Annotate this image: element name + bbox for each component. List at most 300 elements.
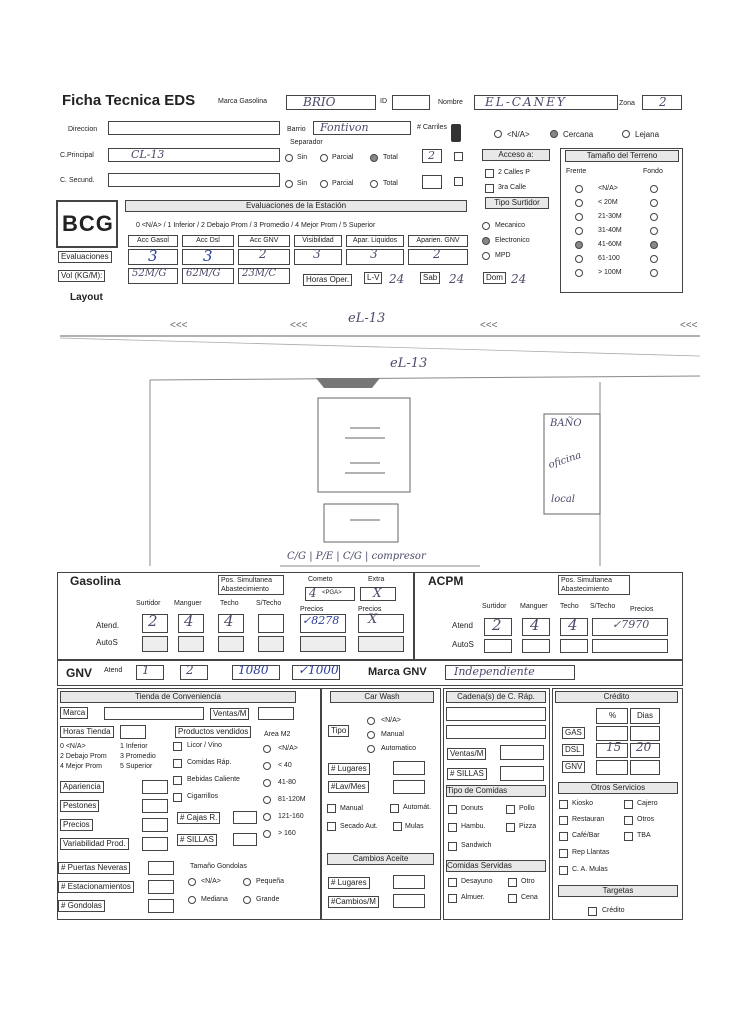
area-label: > 160 [278, 830, 296, 837]
cadena-sillas-field[interactable] [500, 766, 544, 781]
marca-gnv-field[interactable]: Independiente [445, 665, 575, 680]
targetas-header: Targetas [558, 885, 678, 897]
gasolina-atend-cell[interactable] [358, 614, 404, 633]
local-label: local [551, 494, 575, 505]
acceso-header: Acceso a: [482, 149, 550, 161]
producto-check[interactable] [173, 759, 182, 768]
comidas-servidas-header: Comidas Servidas [446, 860, 546, 872]
servicio-label: Cajero [637, 800, 658, 807]
producto-check[interactable] [173, 742, 182, 751]
credito-target-label: Crédito [602, 907, 625, 914]
tienda-eval-field[interactable] [142, 837, 168, 851]
horas-oper-label: Horas Oper. [303, 274, 352, 286]
gnv-value: ✓1000 [298, 663, 339, 677]
cambios-lugares-field[interactable] [393, 875, 425, 889]
servida-check[interactable] [448, 878, 457, 887]
gondola-radio[interactable] [243, 896, 251, 904]
fondo-label: Fondo [643, 168, 663, 175]
fondo-radio[interactable] [650, 199, 658, 207]
traffic-light-icon [451, 124, 461, 142]
area-label: < 40 [278, 762, 292, 769]
credito-target-check[interactable] [588, 907, 597, 916]
servicio-label: Kiosko [572, 800, 594, 807]
servida-check[interactable] [508, 894, 517, 903]
separador-check-1[interactable] [454, 152, 463, 161]
gasolina-col-label: S/Techo [256, 600, 282, 607]
servicio-label: Rep Llantas [572, 849, 610, 856]
gasolina-col-label: Manguer [174, 600, 202, 607]
barrio-label: Barrio [287, 126, 306, 133]
eval-value: 3 [203, 247, 213, 265]
sin-radio-1[interactable] [285, 154, 293, 162]
cprincipal-label: C.Principal [60, 152, 94, 159]
area-radio[interactable] [263, 813, 271, 821]
area-radio[interactable] [263, 779, 271, 787]
fondo-radio[interactable] [650, 185, 658, 193]
barrio-field[interactable]: Fontivon [313, 121, 411, 135]
extra-field[interactable]: X [360, 587, 396, 601]
carwash-lav-label: #Lav/Mes [328, 781, 369, 793]
total-label-2: Total [383, 180, 398, 187]
lv-value: 24 [389, 272, 405, 286]
gasolina-col-label: Precios [358, 606, 382, 613]
gondola-label: Pequeña [256, 878, 285, 885]
cadena-ventas-field[interactable] [500, 745, 544, 760]
tienda-eval-label: Variabilidad Prod. [60, 838, 129, 850]
producto-label: Comidas Ráp. [187, 759, 232, 766]
carwash-secado-label: Secado Aut. [340, 823, 378, 830]
credito-pct-field[interactable] [596, 760, 628, 775]
gondola-label: Grande [256, 896, 280, 903]
tienda-scale-item: 0 <N/A> [60, 743, 86, 750]
fondo-radio[interactable] [650, 241, 658, 249]
area-radio[interactable] [263, 745, 271, 753]
gasolina-atend-value: 4 [184, 612, 194, 630]
tipo-comidas-header: Tipo de Comidas [446, 785, 546, 797]
sab-label: Sab [420, 272, 440, 284]
separador-check-2[interactable] [454, 177, 463, 186]
servicio-label: Otros [637, 816, 655, 823]
cambios-lugares-label: # Lugares [328, 877, 370, 889]
csecund-label: C. Secund. [60, 177, 95, 184]
bano-label: BAÑO [550, 418, 582, 429]
gasolina-autos-cell[interactable] [358, 636, 404, 652]
comida-check[interactable] [448, 823, 457, 832]
tienda-eval-label: Precios [60, 819, 93, 831]
area-label: Area M2 [264, 731, 291, 738]
tienda-marca-label: Marca [60, 707, 88, 719]
svg-text:<<<: <<< [170, 320, 188, 331]
marca-gnv-label: Marca GNV [368, 666, 427, 678]
frente-radio[interactable] [575, 269, 583, 277]
servida-label: Almuer. [461, 894, 485, 901]
servida-check[interactable] [508, 878, 517, 887]
total-radio-2[interactable] [370, 180, 378, 188]
eval-scale: 0 <N/A> / 1 Inferior / 2 Debajo Prom / 3 Promedio / 4 Mejor Prom / 5 Superior [136, 222, 376, 229]
frente-radio[interactable] [575, 241, 583, 249]
cadena-header: Cadena(s) de C. Ráp. [446, 691, 546, 703]
lejana-radio[interactable] [622, 130, 630, 138]
area-radio[interactable] [263, 830, 271, 838]
extra-label: Extra [368, 576, 385, 583]
acpm-atend-value: 4 [530, 616, 540, 634]
acpm-autos-label: AutoS [452, 640, 474, 649]
carwash-header: Car Wash [330, 691, 434, 703]
horas-tienda-label: Horas Tienda [60, 726, 114, 738]
tam-gondolas-label: Tamaño Gondolas [190, 863, 247, 870]
acpm-title: ACPM [428, 574, 464, 588]
eval-value: 3 [313, 247, 321, 261]
acceso-3ra-label: 3ra Calle [498, 184, 527, 191]
eval-value: 2 [259, 247, 267, 261]
svg-text:<<<: <<< [290, 320, 308, 331]
cercana-radio[interactable] [550, 130, 558, 138]
sin-label-2: Sin [297, 180, 308, 187]
gnv-cell[interactable] [136, 665, 164, 680]
na-radio[interactable] [494, 130, 502, 138]
acceso-2calles-label: 2 Calles P [498, 169, 530, 176]
gasolina-title: Gasolina [70, 574, 121, 588]
sillas-label: # SILLAS [177, 834, 217, 846]
gnv-title: GNV [66, 666, 93, 680]
cometo-field[interactable]: 4 <PGA> [305, 587, 355, 601]
sillas-field[interactable] [233, 833, 257, 846]
vol-value: 23M/C [242, 268, 276, 279]
eval-col-header: Aparien. GNV [408, 235, 468, 247]
fondo-radio[interactable] [650, 255, 658, 263]
servicio-check[interactable] [624, 832, 633, 841]
gasolina-autos-cell[interactable] [142, 636, 168, 652]
servicio-check[interactable] [624, 800, 633, 809]
fondo-radio[interactable] [650, 213, 658, 221]
gondola-label: Mediana [201, 896, 228, 903]
terreno-row-label: 41-60M [598, 241, 622, 248]
tienda-scale-item: 1 Inferior [120, 743, 148, 750]
gasolina-pos-label: Pos. Simultanea Abastecimiento [218, 575, 284, 595]
mpd-label: MPD [495, 252, 511, 259]
lejana-label: Lejana [635, 130, 660, 139]
gasolina-precio-1: ✓8278 [302, 614, 340, 627]
terreno-row-label: <N/A> [598, 185, 618, 192]
zona-field[interactable]: 2 [642, 95, 682, 110]
gasolina-autos-cell[interactable] [258, 636, 284, 652]
area-label: 81-120M [278, 796, 306, 803]
tienda-bottom-label: # Puertas Neveras [58, 862, 130, 874]
evaluaciones-label: Evaluaciones [58, 251, 112, 263]
gasolina-autos-cell[interactable] [178, 636, 204, 652]
dsl-dias-value: 20 [636, 740, 652, 754]
electronico-label: Electronico [495, 237, 530, 244]
terreno-row-label: 31-40M [598, 227, 622, 234]
comida-check[interactable] [448, 842, 457, 851]
comida-check[interactable] [506, 823, 515, 832]
credito-row-label: DSL [562, 744, 584, 756]
servicio-check[interactable] [559, 832, 568, 841]
dom-value: 24 [511, 272, 527, 286]
cprincipal-field[interactable]: CL-13 [108, 148, 280, 162]
servicio-label: Restauran [572, 816, 605, 823]
parcial-label-2: Parcial [332, 180, 354, 187]
servida-label: Otro [521, 878, 535, 885]
sin-radio-2[interactable] [285, 180, 293, 188]
gasolina-col-label: Precios [300, 606, 324, 613]
tienda-header: Tienda de Conveniencia [60, 691, 296, 703]
acceso-3ra-check[interactable] [485, 184, 494, 193]
carwash-manual-label: Manual [340, 805, 363, 812]
gasolina-atend-label: Atend. [96, 621, 120, 630]
acpm-col-label: S/Techo [590, 603, 616, 610]
cadena-field-2[interactable] [446, 725, 546, 739]
area-radio[interactable] [263, 796, 271, 804]
servicio-check[interactable] [559, 816, 568, 825]
tienda-scale-item: 2 Debajo Prom [60, 753, 107, 760]
electronico-radio[interactable] [482, 237, 490, 245]
credito-pct-field[interactable] [596, 726, 628, 741]
cambios-m-field[interactable] [393, 894, 425, 908]
comida-label: Pizza [519, 823, 537, 830]
marca-gasolina-label: Marca Gasolina [218, 98, 268, 105]
nombre-label: Nombre [438, 99, 463, 106]
sin-label-1: Sin [297, 154, 308, 161]
tienda-bottom-field[interactable] [148, 880, 174, 894]
fondo-radio[interactable] [650, 269, 658, 277]
terreno-row-label: 21-30M [598, 213, 622, 220]
carwash-radio[interactable] [367, 745, 375, 753]
area-label: <N/A> [278, 745, 298, 752]
servicio-check[interactable] [559, 849, 568, 858]
cajas-field[interactable] [233, 811, 257, 824]
tienda-ventas-field[interactable] [258, 707, 294, 720]
eval-value: 3 [148, 247, 158, 265]
bcg-logo: BCG [56, 200, 118, 248]
credito-dias-head: Dias [630, 708, 660, 724]
otros-servicios-header: Otros Servicios [558, 782, 678, 794]
sab-value: 24 [449, 272, 465, 286]
producto-label: Licor / Vino [187, 742, 222, 749]
tienda-eval-field[interactable] [142, 818, 168, 832]
acpm-atend-value: 4 [568, 616, 578, 634]
eval-col-header: Apar. Liquidos [346, 235, 404, 247]
frente-radio[interactable] [575, 213, 583, 221]
evaluaciones-header: Evaluaciones de la Estación [125, 200, 467, 212]
frente-radio[interactable] [575, 227, 583, 235]
gasolina-autos-cell[interactable] [300, 636, 346, 652]
carwash-opt-label: Manual [381, 731, 404, 738]
id-field[interactable] [392, 95, 430, 110]
tienda-bottom-label: # Estacionamientos [58, 881, 134, 893]
cadena-field-1[interactable] [446, 707, 546, 721]
acpm-pos-label: Pos. Simultanea Abastecimiento [558, 575, 630, 595]
dsl-pct-value: 15 [606, 740, 622, 754]
gnv-value: 2 [186, 663, 194, 677]
area-label: 41-80 [278, 779, 296, 786]
frente-radio[interactable] [575, 255, 583, 263]
gnv-value: 1 [142, 663, 150, 677]
nombre-field[interactable]: EL-CANEY [474, 95, 618, 110]
terreno-header: Tamaño del Terreno [565, 150, 679, 162]
horas-tienda-field[interactable] [120, 725, 146, 739]
area-radio[interactable] [263, 762, 271, 770]
acpm-autos-cell[interactable] [522, 639, 550, 653]
gnv-value: 1080 [238, 663, 269, 677]
cadena-ventas-label: Ventas/M [447, 748, 486, 760]
eval-col-header: Acc GNV [238, 235, 290, 247]
lv-label: L-V [364, 272, 382, 284]
layout-bottom-label: C/G | P/E | C/G | compresor [287, 551, 426, 562]
eval-value: 3 [370, 247, 378, 261]
csecund-field[interactable] [108, 173, 280, 187]
tipo-surtidor-header: Tipo Surtidor [485, 197, 549, 209]
direccion-field[interactable] [108, 121, 280, 135]
servicio-check[interactable] [624, 816, 633, 825]
cambios-aceite-header: Cambios Aceite [327, 853, 434, 865]
tienda-bottom-field[interactable] [148, 861, 174, 875]
frente-radio[interactable] [575, 185, 583, 193]
marca-gasolina-field[interactable]: BRIO [286, 95, 376, 110]
credito-dias-field[interactable] [630, 726, 660, 741]
street-label-bottom: eL-13 [390, 356, 428, 371]
tienda-eval-label: Pestones [60, 800, 99, 812]
frente-label: Frente [566, 168, 587, 175]
carriles-label: # Carriles [417, 124, 447, 131]
tienda-bottom-field[interactable] [148, 899, 174, 913]
comida-label: Hambu. [461, 823, 486, 830]
comida-label: Sandwich [461, 842, 492, 849]
acpm-precio: ✓7970 [612, 618, 650, 631]
parcial-radio-2[interactable] [320, 180, 328, 188]
carwash-lugares-field[interactable] [393, 761, 425, 775]
cajas-label: # Cajas R. [177, 812, 220, 824]
carwash-opt-label: <N/A> [381, 717, 401, 724]
comida-check[interactable] [448, 805, 457, 814]
tienda-marca-field[interactable] [104, 707, 204, 720]
acpm-autos-cell[interactable] [484, 639, 512, 653]
carwash-automat-check[interactable] [390, 804, 399, 813]
cadena-sillas-label: # SILLAS [447, 768, 487, 780]
cambios-m-label: #Cambios/M [328, 896, 379, 908]
id-label: ID [380, 98, 387, 105]
mecanico-radio[interactable] [482, 222, 490, 230]
carwash-mulas-check[interactable] [393, 822, 402, 831]
eval-value: 2 [433, 247, 441, 261]
credito-row-label: GAS [562, 727, 585, 739]
eval-col-header: Acc Dsl [182, 235, 234, 247]
cadena-panel [443, 688, 550, 920]
carwash-lav-field[interactable] [393, 780, 425, 794]
gondola-radio[interactable] [188, 878, 196, 886]
servicio-check[interactable] [559, 866, 568, 875]
carwash-secado-check[interactable] [327, 822, 336, 831]
gondola-radio[interactable] [243, 878, 251, 886]
parcial-radio-1[interactable] [320, 154, 328, 162]
total-radio-1[interactable] [370, 154, 378, 162]
frente-radio[interactable] [575, 199, 583, 207]
carwash-tipo-label: Tipo [328, 725, 349, 737]
layout-label: Layout [70, 292, 103, 303]
tienda-eval-field[interactable] [142, 799, 168, 813]
gasolina-atend-value: 4 [224, 612, 234, 630]
layout-drawing [60, 298, 710, 578]
acpm-col-label: Techo [560, 603, 579, 610]
separador-label: Separador [290, 139, 323, 146]
gasolina-atend-cell[interactable] [258, 614, 284, 633]
zona-label: Zona [619, 100, 635, 107]
carriles-field[interactable]: 2 [422, 149, 442, 163]
acpm-autos-cell[interactable] [560, 639, 588, 653]
dom-label: Dom [483, 272, 506, 284]
acpm-atend-value: 2 [492, 616, 502, 634]
productos-label: Productos vendidos [175, 726, 251, 738]
tienda-scale-item: 5 Superior [120, 763, 153, 770]
mpd-radio[interactable] [482, 252, 490, 260]
terreno-row-label: 61-100 [598, 255, 620, 262]
terreno-row-label: < 20M [598, 199, 618, 206]
gondola-label: <N/A> [201, 878, 221, 885]
street-label-top: eL-13 [348, 311, 386, 326]
credito-pct-head: % [596, 708, 628, 724]
fondo-radio[interactable] [650, 227, 658, 235]
terreno-row-label: > 100M [598, 269, 622, 276]
credito-header: Crédito [555, 691, 678, 703]
cometo-label: Cometo [308, 576, 333, 583]
gasolina-autos-label: AutoS [96, 638, 118, 647]
servida-label: Desayuno [461, 878, 493, 885]
carwash-lugares-label: # Lugares [328, 763, 370, 775]
servicio-label: TBA [637, 832, 651, 839]
comida-check[interactable] [506, 805, 515, 814]
acpm-autos-cell[interactable] [592, 639, 668, 653]
producto-check[interactable] [173, 776, 182, 785]
tienda-eval-label: Apariencia [60, 781, 104, 793]
vol-label: Vol (KG/M): [58, 270, 105, 282]
tienda-scale-item: 4 Mejor Prom [60, 763, 103, 770]
gnv-cell[interactable] [180, 665, 208, 680]
acpm-col-label: Manguer [520, 603, 548, 610]
gasolina-col-label: Surtidor [136, 600, 161, 607]
tienda-ventas-label: Ventas/M [210, 708, 249, 720]
tienda-eval-field[interactable] [142, 780, 168, 794]
tienda-scale-item: 3 Promedio [120, 753, 156, 760]
producto-check[interactable] [173, 793, 182, 802]
svg-text:<<<: <<< [480, 320, 498, 331]
servicio-label: C. A. Mulas [572, 866, 608, 873]
acpm-col-label: Surtidor [482, 603, 507, 610]
acceso-2calles-check[interactable] [485, 169, 494, 178]
servida-check[interactable] [448, 894, 457, 903]
form-title: Ficha Tecnica EDS [62, 92, 196, 109]
gasolina-atend-value: 2 [148, 612, 158, 630]
carwash-manual-check[interactable] [327, 804, 336, 813]
area-label: 121-160 [278, 813, 304, 820]
cercana-label: Cercana [563, 130, 594, 139]
vol-value: 52M/G [132, 268, 167, 279]
carwash-mulas-label: Mulas [405, 823, 424, 830]
carwash-radio[interactable] [367, 731, 375, 739]
oficina-label: oficina [547, 450, 583, 471]
acpm-col-label: Precios [630, 606, 654, 613]
servicio-check[interactable] [559, 800, 568, 809]
gondola-radio[interactable] [188, 896, 196, 904]
carwash-radio[interactable] [367, 717, 375, 725]
vol-value: 62M/G [186, 268, 221, 279]
credito-dias-field[interactable] [630, 760, 660, 775]
carwash-opt-label: Automatico [381, 745, 417, 752]
na-label: <N/A> [507, 130, 530, 139]
mecanico-label: Mecanico [495, 222, 525, 229]
producto-label: Bebidas Caliente [187, 776, 240, 783]
carriles-field-2[interactable] [422, 175, 442, 189]
gasolina-autos-cell[interactable] [218, 636, 244, 652]
